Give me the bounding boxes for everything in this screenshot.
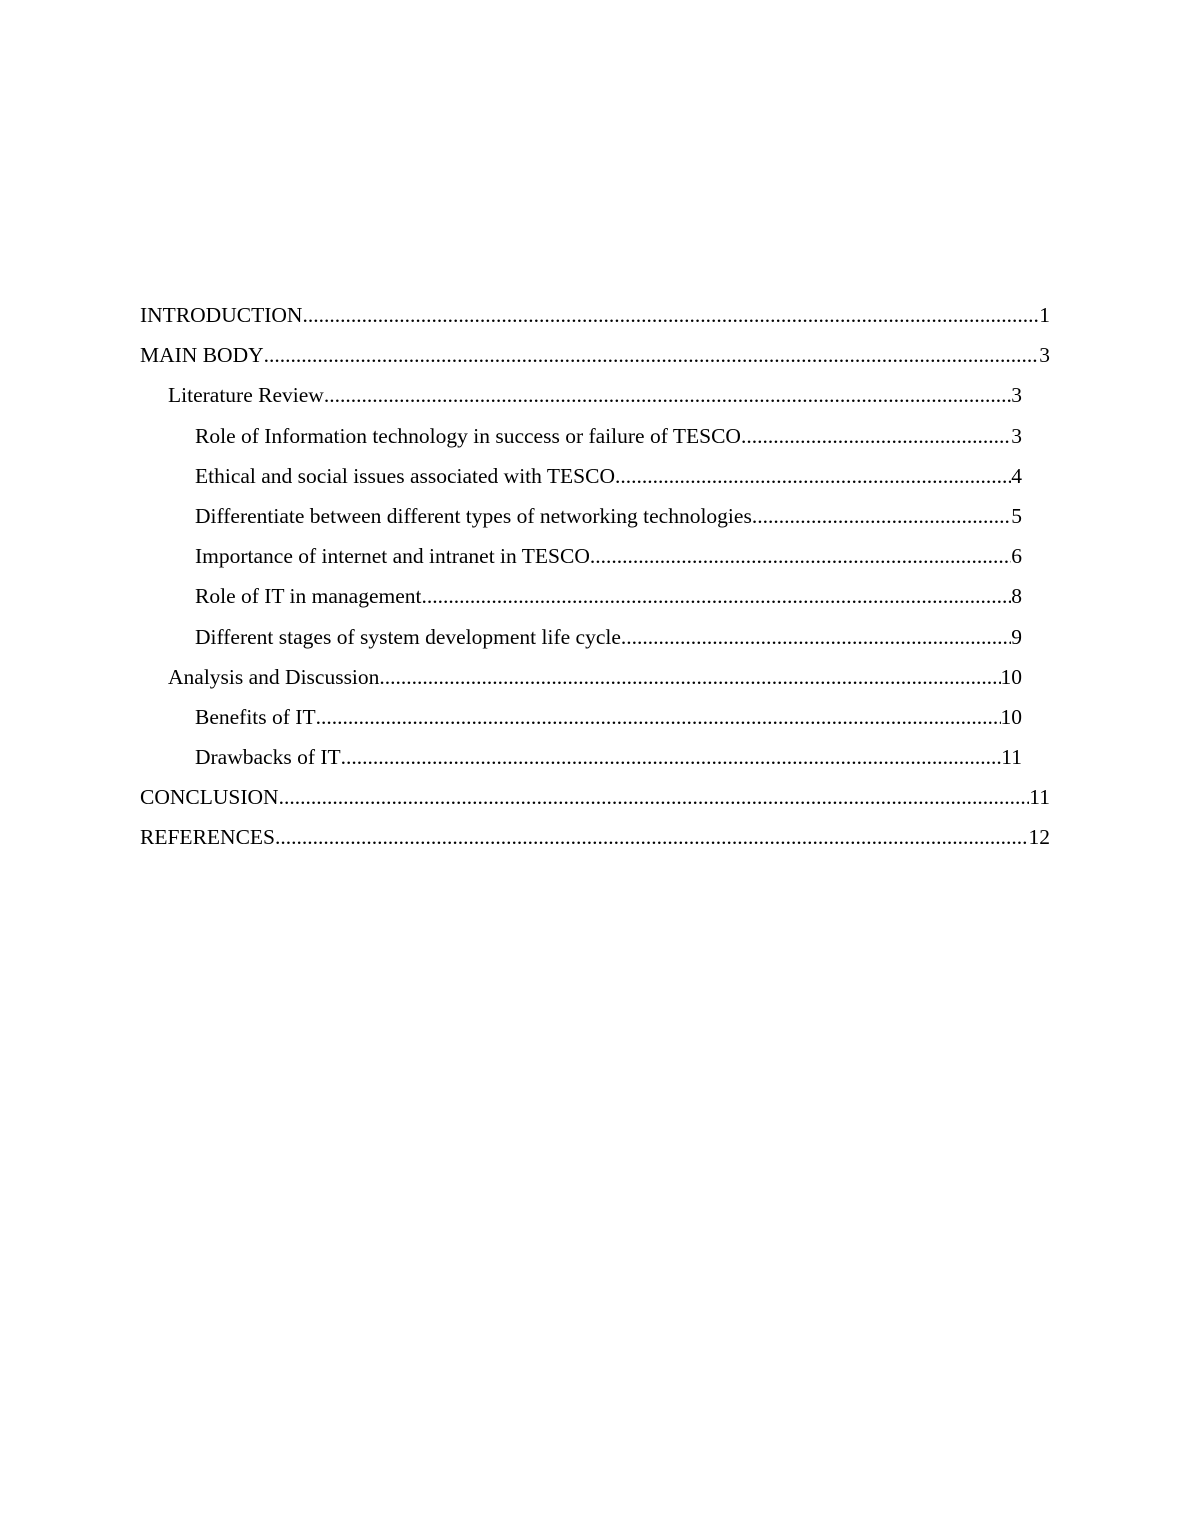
toc-dot-leader — [316, 700, 1001, 734]
toc-entry-page-number: 4 — [1011, 463, 1022, 488]
toc-entry-page-number: 1 — [1039, 303, 1050, 327]
toc-entry-page-number: 8 — [1011, 584, 1022, 609]
toc-entry-page-number: 10 — [1000, 664, 1022, 689]
toc-dot-leader — [615, 459, 1011, 493]
toc-dot-leader — [752, 499, 1011, 533]
toc-entry-page-number: 10 — [1000, 704, 1022, 729]
toc-entry-page-number: 11 — [1001, 745, 1022, 770]
toc-entry-ethical-social-issues[interactable] — [195, 459, 1022, 499]
toc-entry-page-number: 3 — [1011, 383, 1022, 408]
toc-entry-internet-intranet[interactable] — [195, 539, 1022, 579]
toc-entry-title: INTRODUCTION — [140, 298, 302, 332]
toc-entry-title: Literature Review — [168, 378, 324, 412]
toc-entry-title: REFERENCES — [140, 820, 275, 854]
toc-dot-leader — [302, 298, 1039, 332]
toc-dot-leader — [275, 820, 1029, 854]
toc-entry-title: Analysis and Discussion — [168, 660, 379, 694]
toc-entry-page-number: 3 — [1039, 343, 1050, 368]
toc-entry-title: Benefits of IT — [195, 700, 316, 734]
toc-entry-page-number: 3 — [1011, 423, 1022, 448]
toc-entry-title: Ethical and social issues associated with TESCO — [195, 459, 615, 493]
toc-entry-page-number: 12 — [1028, 825, 1050, 850]
toc-entry-conclusion[interactable] — [140, 780, 1050, 820]
toc-entry-references[interactable] — [140, 820, 1050, 860]
toc-dot-leader — [279, 780, 1030, 814]
toc-entry-role-of-it-tesco[interactable] — [195, 419, 1022, 459]
toc-entry-title: Role of IT in management — [195, 579, 422, 613]
toc-entry-sdlc-stages[interactable] — [195, 620, 1022, 660]
toc-entry-page-number: 9 — [1011, 624, 1022, 649]
toc-entry-title: Drawbacks of IT — [195, 740, 341, 774]
toc-entry-literature-review[interactable] — [168, 378, 1022, 418]
toc-entry-introduction[interactable] — [140, 298, 1050, 338]
toc-dot-leader — [324, 378, 1011, 412]
toc-dot-leader — [621, 620, 1011, 654]
toc-entry-title: MAIN BODY — [140, 338, 264, 372]
toc-entry-title: Role of Information technology in success or failure of TESCO — [195, 419, 741, 453]
toc-entry-main-body[interactable] — [140, 338, 1050, 378]
toc-entry-role-of-it-management[interactable] — [195, 579, 1022, 619]
toc-entry-page-number: 11 — [1029, 785, 1050, 810]
toc-entry-title: Importance of internet and intranet in TESCO — [195, 539, 590, 573]
toc-dot-leader — [341, 740, 1002, 774]
toc-entry-title: Differentiate between different types of networking technologies — [195, 499, 752, 533]
toc-entry-title: Different stages of system development life cycle — [195, 620, 621, 654]
toc-dot-leader — [741, 419, 1011, 453]
toc-dot-leader — [379, 660, 1000, 694]
toc-dot-leader — [590, 539, 1011, 573]
toc-entry-title: CONCLUSION — [140, 780, 279, 814]
toc-entry-page-number: 6 — [1011, 544, 1022, 569]
toc-entry-analysis-discussion[interactable] — [168, 660, 1022, 700]
toc-entry-drawbacks-of-it[interactable] — [195, 740, 1022, 780]
toc-entry-networking-technologies[interactable] — [195, 499, 1022, 539]
toc-entry-benefits-of-it[interactable] — [195, 700, 1022, 740]
toc-dot-leader — [264, 338, 1040, 372]
toc-entry-page-number: 5 — [1011, 503, 1022, 528]
table-of-contents — [0, 298, 1190, 861]
toc-dot-leader — [422, 579, 1012, 613]
